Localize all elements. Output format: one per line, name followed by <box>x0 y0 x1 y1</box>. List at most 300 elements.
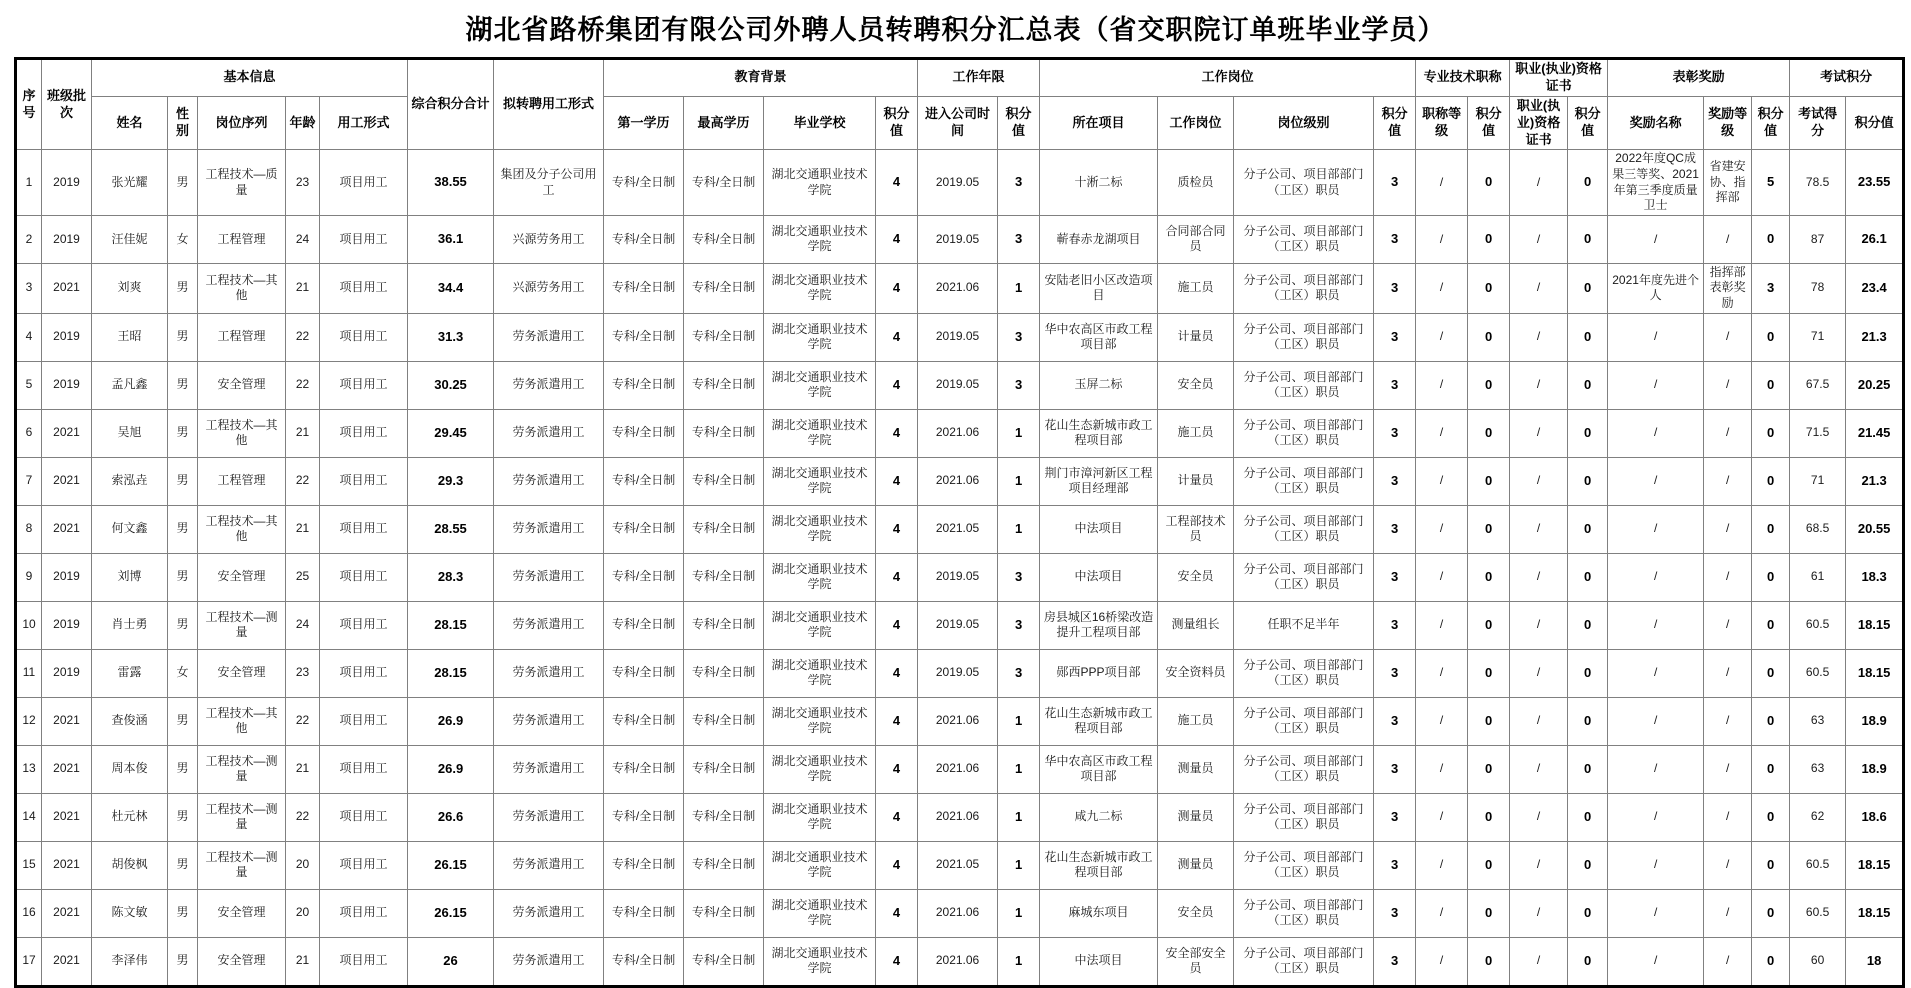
cell: 21 <box>286 745 320 793</box>
cell: 安全员 <box>1158 361 1234 409</box>
cell: 项目用工 <box>320 841 408 889</box>
cell: / <box>1704 793 1752 841</box>
cell: 劳务派遣用工 <box>494 697 604 745</box>
cell: 18.6 <box>1846 793 1904 841</box>
cell: 女 <box>168 649 198 697</box>
cell: 工程管理 <box>198 215 286 263</box>
cell: 18 <box>1846 937 1904 986</box>
cell: 分子公司、项目部部门（工区）职员 <box>1234 553 1374 601</box>
cell: 男 <box>168 697 198 745</box>
cell: 67.5 <box>1790 361 1846 409</box>
cell: 0 <box>1752 457 1790 505</box>
column-group-header: 序号 <box>16 59 42 150</box>
cell: 花山生态新城市政工程项目部 <box>1040 697 1158 745</box>
cell: 3 <box>1752 263 1790 313</box>
cell: 0 <box>1752 553 1790 601</box>
cell: 3 <box>16 263 42 313</box>
cell: 专科/全日制 <box>684 409 764 457</box>
cell: 项目用工 <box>320 937 408 986</box>
cell: 项目用工 <box>320 697 408 745</box>
column-group-header: 工作年限 <box>918 59 1040 97</box>
cell: 11 <box>16 649 42 697</box>
cell: 1 <box>998 841 1040 889</box>
cell: 26.9 <box>408 745 494 793</box>
cell: 5 <box>1752 150 1790 215</box>
cell: / <box>1608 215 1704 263</box>
cell: 专科/全日制 <box>604 937 684 986</box>
cell: 24 <box>286 215 320 263</box>
cell: 工程技术—其他 <box>198 263 286 313</box>
cell: 0 <box>1752 313 1790 361</box>
cell: 60.5 <box>1790 841 1846 889</box>
column-header: 积分值 <box>1374 96 1416 150</box>
cell: 专科/全日制 <box>604 793 684 841</box>
cell: 男 <box>168 889 198 937</box>
cell: 0 <box>1568 263 1608 313</box>
cell: 劳务派遣用工 <box>494 313 604 361</box>
cell: 湖北交通职业技术学院 <box>764 601 876 649</box>
cell: 2019 <box>42 215 92 263</box>
cell: 18.15 <box>1846 889 1904 937</box>
cell: 30.25 <box>408 361 494 409</box>
cell: / <box>1704 553 1752 601</box>
cell: 工程技术—测量 <box>198 793 286 841</box>
cell: 23 <box>286 649 320 697</box>
cell: 安全管理 <box>198 937 286 986</box>
cell: / <box>1608 313 1704 361</box>
cell: / <box>1416 841 1468 889</box>
cell: 2021.05 <box>918 505 998 553</box>
cell: 2 <box>16 215 42 263</box>
cell: 0 <box>1468 361 1510 409</box>
cell: / <box>1704 889 1752 937</box>
cell: 0 <box>1752 361 1790 409</box>
cell: 安全管理 <box>198 889 286 937</box>
table-row <box>16 649 1904 697</box>
cell: 2019 <box>42 313 92 361</box>
cell: 4 <box>876 793 918 841</box>
cell: 0 <box>1752 601 1790 649</box>
cell: 4 <box>876 649 918 697</box>
cell: 0 <box>1568 150 1608 215</box>
cell: 专科/全日制 <box>604 553 684 601</box>
cell: 28.55 <box>408 505 494 553</box>
cell: 项目用工 <box>320 745 408 793</box>
cell: 61 <box>1790 553 1846 601</box>
cell: 34.4 <box>408 263 494 313</box>
cell: 男 <box>168 601 198 649</box>
cell: 1 <box>998 505 1040 553</box>
table-row <box>16 889 1904 937</box>
column-header: 岗位级别 <box>1234 96 1374 150</box>
cell: 3 <box>1374 649 1416 697</box>
cell: 71.5 <box>1790 409 1846 457</box>
cell: 项目用工 <box>320 361 408 409</box>
cell: 分子公司、项目部部门（工区）职员 <box>1234 409 1374 457</box>
cell: 2021 <box>42 745 92 793</box>
cell: 分子公司、项目部部门（工区）职员 <box>1234 263 1374 313</box>
cell: 2019.05 <box>918 649 998 697</box>
cell: / <box>1608 505 1704 553</box>
cell: 36.1 <box>408 215 494 263</box>
column-header: 年龄 <box>286 96 320 150</box>
cell: 2021.06 <box>918 697 998 745</box>
cell: 20.55 <box>1846 505 1904 553</box>
table-row <box>16 553 1904 601</box>
cell: 0 <box>1568 697 1608 745</box>
cell: 2019.05 <box>918 361 998 409</box>
cell: 0 <box>1468 697 1510 745</box>
cell: 湖北交通职业技术学院 <box>764 553 876 601</box>
cell: 男 <box>168 457 198 505</box>
cell: 22 <box>286 697 320 745</box>
cell: 专科/全日制 <box>604 889 684 937</box>
cell: 湖北交通职业技术学院 <box>764 150 876 215</box>
cell: 0 <box>1468 841 1510 889</box>
cell: 2021.06 <box>918 937 998 986</box>
table-body <box>16 150 1904 986</box>
table-row <box>16 841 1904 889</box>
cell: 施工员 <box>1158 409 1234 457</box>
cell: 2019 <box>42 150 92 215</box>
cell: 雷露 <box>92 649 168 697</box>
column-header: 积分值 <box>876 96 918 150</box>
cell: 专科/全日制 <box>604 745 684 793</box>
cell: 2021 <box>42 409 92 457</box>
cell: 劳务派遣用工 <box>494 841 604 889</box>
cell: 7 <box>16 457 42 505</box>
cell: 专科/全日制 <box>684 697 764 745</box>
cell: 胡俊枫 <box>92 841 168 889</box>
cell: / <box>1510 361 1568 409</box>
cell: 省建安协、指挥部 <box>1704 150 1752 215</box>
cell: 中法项目 <box>1040 937 1158 986</box>
cell: / <box>1510 697 1568 745</box>
cell: 21 <box>286 505 320 553</box>
cell: 1 <box>998 745 1040 793</box>
cell: 华中农高区市政工程项目部 <box>1040 313 1158 361</box>
cell: 中法项目 <box>1040 505 1158 553</box>
cell: / <box>1704 457 1752 505</box>
cell: 78 <box>1790 263 1846 313</box>
cell: 女 <box>168 215 198 263</box>
cell: 18.9 <box>1846 697 1904 745</box>
cell: / <box>1608 361 1704 409</box>
header-group-row <box>16 59 1904 97</box>
cell: 18.15 <box>1846 649 1904 697</box>
cell: / <box>1608 553 1704 601</box>
cell: 男 <box>168 263 198 313</box>
cell: / <box>1608 457 1704 505</box>
header-sub-row <box>16 96 1904 150</box>
column-group-header: 班级批次 <box>42 59 92 150</box>
cell: 1 <box>998 457 1040 505</box>
cell: 专科/全日制 <box>684 601 764 649</box>
cell: / <box>1608 889 1704 937</box>
cell: 荆门市漳河新区工程项目经理部 <box>1040 457 1158 505</box>
cell: 26.6 <box>408 793 494 841</box>
cell: 4 <box>876 841 918 889</box>
cell: / <box>1608 649 1704 697</box>
cell: 查俊涵 <box>92 697 168 745</box>
cell: 劳务派遣用工 <box>494 553 604 601</box>
cell: 湖北交通职业技术学院 <box>764 409 876 457</box>
cell: 刘爽 <box>92 263 168 313</box>
cell: / <box>1510 409 1568 457</box>
cell: 玉屏二标 <box>1040 361 1158 409</box>
cell: 2021.05 <box>918 841 998 889</box>
cell: 合同部合同员 <box>1158 215 1234 263</box>
cell: 3 <box>998 215 1040 263</box>
table-row <box>16 409 1904 457</box>
cell: / <box>1510 505 1568 553</box>
cell: 29.3 <box>408 457 494 505</box>
table-row <box>16 313 1904 361</box>
cell: 0 <box>1468 263 1510 313</box>
cell: 2022年度QC成果三等奖、2021年第三季度质量卫士 <box>1608 150 1704 215</box>
cell: 63 <box>1790 697 1846 745</box>
cell: / <box>1510 150 1568 215</box>
cell: 专科/全日制 <box>604 215 684 263</box>
table-header <box>16 59 1904 150</box>
cell: 工程技术—测量 <box>198 745 286 793</box>
cell: / <box>1416 553 1468 601</box>
cell: 工程技术—其他 <box>198 697 286 745</box>
cell: 专科/全日制 <box>604 263 684 313</box>
cell: 38.55 <box>408 150 494 215</box>
cell: / <box>1510 601 1568 649</box>
cell: 分子公司、项目部部门（工区）职员 <box>1234 457 1374 505</box>
table-row <box>16 150 1904 215</box>
cell: 安全部安全员 <box>1158 937 1234 986</box>
cell: 安全管理 <box>198 553 286 601</box>
cell: 工程部技术员 <box>1158 505 1234 553</box>
cell: 0 <box>1468 937 1510 986</box>
cell: 0 <box>1468 793 1510 841</box>
column-header: 积分值 <box>1846 96 1904 150</box>
cell: 2021 <box>42 841 92 889</box>
cell: 3 <box>1374 457 1416 505</box>
column-header: 毕业学校 <box>764 96 876 150</box>
cell: 31.3 <box>408 313 494 361</box>
cell: / <box>1510 937 1568 986</box>
cell: 26.1 <box>1846 215 1904 263</box>
cell: 专科/全日制 <box>604 697 684 745</box>
cell: 分子公司、项目部部门（工区）职员 <box>1234 697 1374 745</box>
cell: 测量员 <box>1158 745 1234 793</box>
cell: 21 <box>286 937 320 986</box>
cell: 项目用工 <box>320 409 408 457</box>
cell: 1 <box>16 150 42 215</box>
cell: 2021年度先进个人 <box>1608 263 1704 313</box>
cell: 28.3 <box>408 553 494 601</box>
cell: 18.3 <box>1846 553 1904 601</box>
cell: 22 <box>286 793 320 841</box>
cell: 3 <box>998 649 1040 697</box>
cell: / <box>1704 601 1752 649</box>
cell: 18.15 <box>1846 841 1904 889</box>
cell: 湖北交通职业技术学院 <box>764 313 876 361</box>
cell: 专科/全日制 <box>604 361 684 409</box>
cell: / <box>1608 937 1704 986</box>
cell: 2021 <box>42 505 92 553</box>
cell: 湖北交通职业技术学院 <box>764 697 876 745</box>
cell: 劳务派遣用工 <box>494 361 604 409</box>
cell: 62 <box>1790 793 1846 841</box>
cell: 13 <box>16 745 42 793</box>
column-header: 第一学历 <box>604 96 684 150</box>
cell: 0 <box>1468 745 1510 793</box>
cell: 60.5 <box>1790 889 1846 937</box>
column-group-header: 综合积分合计 <box>408 59 494 150</box>
cell: 2021 <box>42 697 92 745</box>
cell: 0 <box>1568 361 1608 409</box>
cell: 专科/全日制 <box>684 889 764 937</box>
cell: 湖北交通职业技术学院 <box>764 505 876 553</box>
cell: 专科/全日制 <box>684 150 764 215</box>
cell: 26.15 <box>408 841 494 889</box>
cell: 0 <box>1752 841 1790 889</box>
cell: 专科/全日制 <box>684 841 764 889</box>
cell: 2019 <box>42 553 92 601</box>
cell: 5 <box>16 361 42 409</box>
cell: 2021 <box>42 263 92 313</box>
cell: 4 <box>876 457 918 505</box>
column-header: 奖励名称 <box>1608 96 1704 150</box>
cell: 0 <box>1568 553 1608 601</box>
cell: 20 <box>286 841 320 889</box>
cell: 0 <box>1568 505 1608 553</box>
cell: 工程技术—其他 <box>198 409 286 457</box>
cell: 3 <box>998 313 1040 361</box>
cell: 8 <box>16 505 42 553</box>
cell: 0 <box>1568 409 1608 457</box>
cell: 3 <box>1374 409 1416 457</box>
cell: 4 <box>876 889 918 937</box>
cell: 湖北交通职业技术学院 <box>764 889 876 937</box>
cell: / <box>1510 649 1568 697</box>
table-row <box>16 601 1904 649</box>
cell: 2021 <box>42 457 92 505</box>
cell: / <box>1416 361 1468 409</box>
cell: 男 <box>168 150 198 215</box>
cell: 2021.06 <box>918 745 998 793</box>
cell: / <box>1510 263 1568 313</box>
column-header: 职业(执业)资格证书 <box>1510 96 1568 150</box>
cell: 专科/全日制 <box>604 409 684 457</box>
table-row <box>16 215 1904 263</box>
cell: 专科/全日制 <box>684 215 764 263</box>
cell: 分子公司、项目部部门（工区）职员 <box>1234 505 1374 553</box>
cell: 14 <box>16 793 42 841</box>
cell: 分子公司、项目部部门（工区）职员 <box>1234 361 1374 409</box>
cell: 3 <box>1374 150 1416 215</box>
column-group-header: 职业(执业)资格证书 <box>1510 59 1608 97</box>
table-row <box>16 937 1904 986</box>
cell: 计量员 <box>1158 313 1234 361</box>
cell: 施工员 <box>1158 263 1234 313</box>
cell: 0 <box>1752 697 1790 745</box>
cell: 3 <box>998 361 1040 409</box>
cell: 分子公司、项目部部门（工区）职员 <box>1234 649 1374 697</box>
cell: 26.9 <box>408 697 494 745</box>
cell: 29.45 <box>408 409 494 457</box>
cell: 2021.06 <box>918 793 998 841</box>
cell: 3 <box>1374 313 1416 361</box>
cell: 湖北交通职业技术学院 <box>764 361 876 409</box>
cell: 专科/全日制 <box>684 553 764 601</box>
cell: 4 <box>876 937 918 986</box>
cell: 2021 <box>42 937 92 986</box>
cell: 0 <box>1752 505 1790 553</box>
cell: / <box>1416 409 1468 457</box>
cell: 男 <box>168 841 198 889</box>
cell: 0 <box>1752 745 1790 793</box>
cell: 0 <box>1568 313 1608 361</box>
cell: 0 <box>1468 409 1510 457</box>
cell: / <box>1608 745 1704 793</box>
cell: 2019.05 <box>918 313 998 361</box>
cell: / <box>1510 457 1568 505</box>
cell: / <box>1416 937 1468 986</box>
column-header: 职称等级 <box>1416 96 1468 150</box>
cell: 6 <box>16 409 42 457</box>
cell: 2019.05 <box>918 150 998 215</box>
cell: 咸九二标 <box>1040 793 1158 841</box>
cell: 男 <box>168 745 198 793</box>
cell: 专科/全日制 <box>604 601 684 649</box>
cell: 1 <box>998 697 1040 745</box>
column-header: 积分值 <box>998 96 1040 150</box>
cell: 28.15 <box>408 601 494 649</box>
cell: 1 <box>998 409 1040 457</box>
cell: 安全管理 <box>198 361 286 409</box>
cell: 60 <box>1790 937 1846 986</box>
cell: 0 <box>1568 601 1608 649</box>
cell: 劳务派遣用工 <box>494 601 604 649</box>
cell: 68.5 <box>1790 505 1846 553</box>
cell: 男 <box>168 409 198 457</box>
cell: 2019 <box>42 649 92 697</box>
cell: 项目用工 <box>320 793 408 841</box>
cell: 3 <box>998 601 1040 649</box>
cell: 0 <box>1752 409 1790 457</box>
cell: 60.5 <box>1790 601 1846 649</box>
column-header: 积分值 <box>1568 96 1608 150</box>
cell: 安陆老旧小区改造项目 <box>1040 263 1158 313</box>
column-header: 岗位序列 <box>198 96 286 150</box>
column-header: 考试得分 <box>1790 96 1846 150</box>
cell: 9 <box>16 553 42 601</box>
cell: 25 <box>286 553 320 601</box>
cell: 2019.05 <box>918 553 998 601</box>
cell: 花山生态新城市政工程项目部 <box>1040 409 1158 457</box>
cell: 专科/全日制 <box>604 649 684 697</box>
cell: 28.15 <box>408 649 494 697</box>
cell: 20 <box>286 889 320 937</box>
cell: 劳务派遣用工 <box>494 793 604 841</box>
cell: 项目用工 <box>320 601 408 649</box>
cell: 3 <box>1374 793 1416 841</box>
cell: 男 <box>168 313 198 361</box>
cell: 1 <box>998 263 1040 313</box>
cell: 24 <box>286 601 320 649</box>
cell: 0 <box>1468 150 1510 215</box>
cell: 项目用工 <box>320 263 408 313</box>
cell: 工程技术—测量 <box>198 841 286 889</box>
cell: / <box>1416 649 1468 697</box>
cell: 23.4 <box>1846 263 1904 313</box>
